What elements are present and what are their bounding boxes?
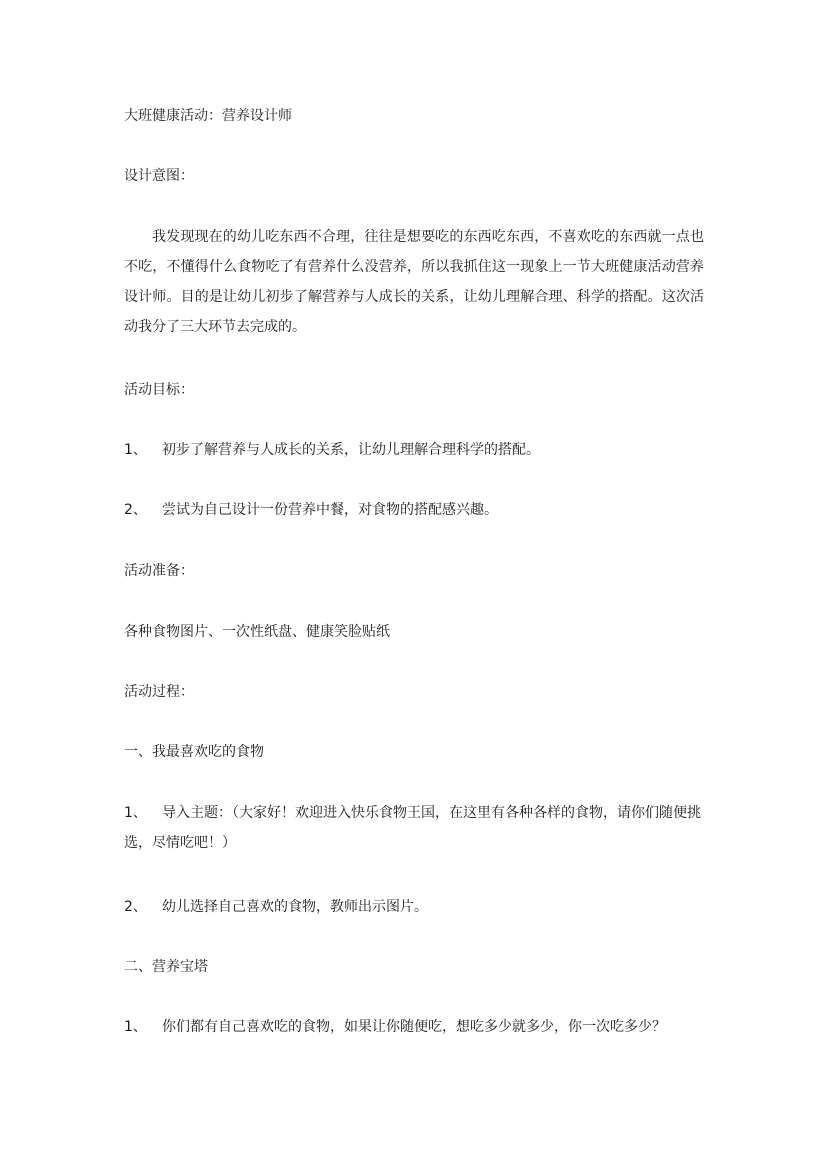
section1-item-number: 1、 [124,805,147,821]
section2-heading: 二、营养宝塔 [124,959,208,975]
goal-item [124,440,540,460]
section1-heading: 一、我最喜欢吃的食物 [124,744,264,760]
document-title: 大班健康活动：营养设计师 [124,108,292,124]
goal-text: 尝试为自己设计一份营养中餐，对食物的搭配感兴趣。 [162,502,498,518]
goal-item [124,500,498,520]
section1-item [124,798,704,858]
goal-text: 初步了解营养与人成长的关系，让幼儿理解合理科学的搭配。 [162,442,540,458]
prep-heading: 活动准备： [124,563,194,579]
design-intent-heading: 设计意图： [124,168,194,184]
section1-item [124,897,428,917]
section1-item-text: 幼儿选择自己喜欢的食物，教师出示图片。 [162,899,428,915]
section2-item-number: 1、 [124,1019,147,1035]
goals-heading: 活动目标： [124,382,194,398]
section1-item-number: 2、 [124,899,147,915]
design-intent-paragraph: 我发现现在的幼儿吃东西不合理，往往是想要吃的东西吃东西，不喜欢吃的东西就一点也不吃，不懂得什么食物吃了有营养什么没营养，所以我抓住这一现象上一节大班健康活动营养设计师。目的是让幼儿初步了解营养与人成长的关系，让幼儿理解合理、科学的搭配。这次活动我分了三大环节去完成的。 [124,229,704,335]
prep-text: 各种食物图片、一次性纸盘、健康笑脸贴纸 [124,624,390,640]
process-heading: 活动过程： [124,684,194,700]
section2-item [124,1017,666,1037]
section2-item-text: 你们都有自己喜欢吃的食物，如果让你随便吃，想吃多少就多少，你一次吃多少？ [162,1019,666,1035]
goal-number: 2、 [124,502,147,518]
goal-number: 1、 [124,442,147,458]
section1-item-text: 导入主题：（大家好！欢迎进入快乐食物王国，在这里有各种各样的食物，请你们随便挑选，尽情吃吧！） [124,805,701,851]
